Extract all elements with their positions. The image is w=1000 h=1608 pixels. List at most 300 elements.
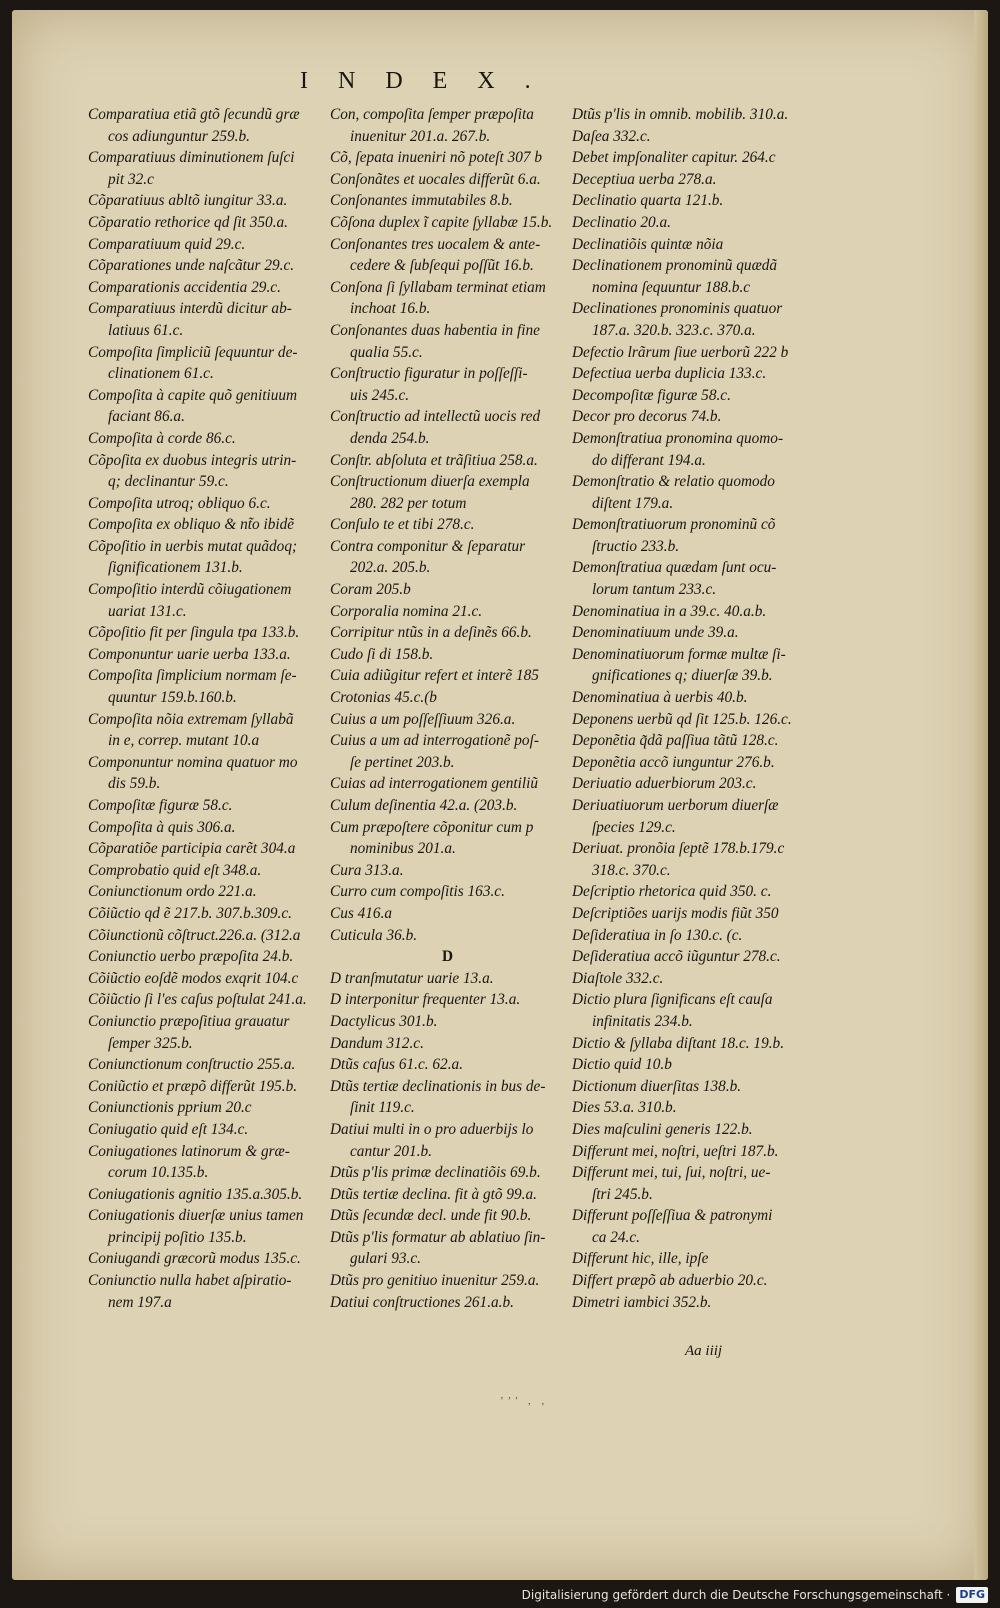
index-entry-line: Conſtructio figuratur in poſſeſſi-: [330, 365, 528, 383]
index-entry: [572, 1141, 807, 1163]
index-entry-line: Compoſitæ figuræ 58.c.: [88, 797, 233, 814]
index-entry: [330, 190, 565, 212]
index-entry: [330, 514, 565, 536]
index-entry: [572, 838, 807, 881]
index-entry: [330, 925, 565, 947]
index-entry-line: Compoſita à capite quõ genitiuum: [88, 386, 298, 404]
index-entry: [572, 557, 807, 600]
index-entry: [330, 471, 565, 514]
index-entry-line: Compoſita utroq; obliquo 6.c.: [88, 494, 271, 512]
index-entry: [330, 773, 565, 795]
index-entry-continuation: ſpecies 129.c.: [592, 818, 676, 836]
index-entry-line: Cuticula 36.b.: [330, 926, 418, 944]
index-entry: [330, 1184, 565, 1206]
index-entry-continuation: ca 24.c.: [592, 1228, 640, 1246]
index-entry: [330, 363, 565, 406]
index-entry-line: Coniunctio uerbo præpoſita 24.b.: [88, 948, 294, 966]
index-entry: [330, 169, 565, 191]
index-entry-line: Cõſona duplex ĩ capite ſyllabæ 15.b.: [330, 213, 553, 231]
index-entry-continuation: ſignificationem 131.b.: [108, 559, 243, 577]
index-entry: [572, 234, 807, 256]
index-entry-continuation: pit 32.c: [108, 170, 154, 188]
index-entry: [88, 1205, 323, 1248]
index-entry-line: Cõpoſita ex duobus integris utrin-: [88, 451, 297, 469]
index-entry-line: Dandum 312.c.: [330, 1034, 424, 1052]
index-entry-continuation: 280. 282 per totum: [350, 494, 467, 512]
index-entry-line: Comparatiua etiã gtõ ſecundũ græ: [88, 106, 300, 123]
index-entry: [572, 126, 807, 148]
index-entry-line: Datiui conſtructiones 261.a.b.: [330, 1293, 514, 1311]
index-entry-line: Cõparationes unde naſcãtur 29.c.: [88, 257, 295, 275]
index-entry: [572, 363, 807, 385]
index-entry-line: Deponẽtia q̃dã paſſiua tãtũ 128.c.: [572, 732, 779, 750]
index-entry-line: Differunt poſſeſſiua & patronymi: [572, 1207, 773, 1225]
index-entry: [330, 730, 565, 773]
index-entry-continuation: nominibus 201.a.: [350, 840, 456, 858]
index-entry-continuation: clinationem 61.c.: [108, 365, 214, 383]
index-entry: [88, 1054, 323, 1076]
index-entry-line: Cõiũctio qd ẽ 217.b. 307.b.309.c.: [88, 904, 292, 922]
index-entry-continuation: ſemper 325.b.: [108, 1034, 193, 1052]
index-entry-line: Coniunctionis pprium 20.c: [88, 1099, 252, 1117]
index-entry: [572, 428, 807, 471]
index-entry: [330, 320, 565, 363]
index-entry: [330, 687, 565, 709]
index-entry: [572, 406, 807, 428]
index-entry-continuation: gulari 93.c.: [350, 1250, 421, 1268]
index-entry-continuation: dis 59.b.: [108, 775, 161, 793]
index-entry: [572, 298, 807, 341]
index-entry-line: Declinatio quarta 121.b.: [572, 192, 724, 210]
index-entry-line: Dies 53.a. 310.b.: [572, 1099, 677, 1117]
index-entry-line: Componuntur uarie uerba 133.a.: [88, 645, 291, 663]
index-entry-line: Dtũs pro genitiuo inuenitur 259.a.: [330, 1272, 540, 1290]
index-entry: [330, 709, 565, 731]
index-entry: [88, 342, 323, 385]
index-entry: [88, 838, 323, 860]
index-entry-line: Declinationem pronominũ quædã: [572, 257, 778, 275]
index-entry: [572, 644, 807, 687]
index-entry-line: Cuius a um ad interrogationẽ poſ-: [330, 732, 539, 750]
index-entry: [88, 536, 323, 579]
index-entry: [572, 169, 807, 191]
index-entry-line: Deponens uerbũ qd ſit 125.b. 126.c.: [572, 710, 792, 728]
index-entry-continuation: nomina ſequuntur 188.b.c: [592, 278, 751, 296]
index-entry: [572, 1119, 807, 1141]
index-entry: [572, 687, 807, 709]
index-entry-line: Deponẽtia accõ iunguntur 276.b.: [572, 753, 775, 771]
index-entry-line: Cõparatiuus abltõ iungitur 33.a.: [88, 192, 288, 210]
index-entry: [88, 104, 323, 147]
index-entry: [88, 212, 323, 234]
index-entry: [572, 1076, 807, 1098]
index-entry-line: Defectiua uerba duplicia 133.c.: [572, 365, 767, 383]
index-entry-continuation: ſtructio 233.b.: [592, 537, 680, 555]
index-entry: [88, 665, 323, 708]
index-entry: [88, 385, 323, 428]
index-entry-line: Componuntur nomina quatuor mo: [88, 753, 298, 771]
index-entry: [572, 795, 807, 838]
index-entry-line: Denominatiuorum formæ multæ ſi-: [572, 645, 786, 663]
index-entry-line: Cuia adiũgitur refert et interẽ 185: [330, 667, 539, 685]
index-entry: [572, 1292, 807, 1314]
index-entry: [88, 968, 323, 990]
index-entry-line: Deſcriptiões uarijs modis fiũt 350: [572, 904, 779, 922]
index-entry: [330, 622, 565, 644]
index-entry: [572, 471, 807, 514]
index-entry: [330, 579, 565, 601]
index-entry-line: Crotonias 45.c.(b: [330, 689, 437, 707]
index-entry-line: Comparationis accidentia 29.c.: [88, 278, 281, 296]
index-entry-line: Deriuatio aduerbiorum 203.c.: [572, 775, 757, 793]
index-entry-line: Dtũs p'lis formatur ab ablatiuo ſin-: [330, 1228, 546, 1246]
index-entry-line: Datiui multi in o pro aduerbijs lo: [330, 1120, 534, 1138]
index-entry: [330, 406, 565, 449]
index-entry-line: Cuias ad interrogationem gentiliũ: [330, 775, 539, 793]
index-entry: [572, 622, 807, 644]
index-entry: [330, 665, 565, 687]
index-entry: [330, 212, 565, 234]
index-entry-continuation: ſtri 245.b.: [592, 1185, 653, 1203]
index-entry-line: Declinatio 20.a.: [572, 213, 671, 231]
index-entry-line: Dtũs p'lis in omnib. mobilib. 310.a.: [572, 106, 789, 123]
index-entry-continuation: gnificationes q; diuerſæ 39.b.: [592, 667, 773, 685]
index-entry: [330, 1054, 565, 1076]
index-entry: [330, 644, 565, 666]
index-entry: [330, 234, 565, 277]
index-entry: [572, 147, 807, 169]
index-entry-line: Cus 416.a: [330, 904, 393, 922]
index-entry: [572, 255, 807, 298]
index-entry: [572, 946, 807, 968]
index-entry: [330, 277, 565, 320]
index-entry-continuation: infinitatis 234.b.: [592, 1012, 693, 1030]
index-entry-line: Coniugationis diuerſæ unius tamen: [88, 1207, 304, 1225]
index-entry-line: Coniunctionum ordo 221.a.: [88, 883, 257, 901]
index-entry-line: Compoſita ſimpliciũ ſequuntur de-: [88, 343, 298, 361]
index-entry: [572, 342, 807, 364]
index-entry: [572, 709, 807, 731]
index-entry: [88, 752, 323, 795]
index-entry-line: Denominatiua à uerbis 40.b.: [572, 689, 748, 707]
index-entry-line: Coniugandi græcorũ modus 135.c.: [88, 1250, 301, 1268]
index-entry: [88, 428, 323, 450]
ink-smudge: ʼʼ' , ,: [500, 1395, 549, 1407]
index-entry: [88, 795, 323, 817]
index-entry: [88, 493, 323, 515]
index-entry: [572, 1097, 807, 1119]
index-entry-continuation: uariat 131.c.: [108, 602, 187, 620]
index-entry-line: Compoſita à quis 306.a.: [88, 818, 236, 836]
index-entry-continuation: denda 254.b.: [350, 429, 430, 447]
index-entry-line: Corporalia nomina 21.c.: [330, 602, 483, 620]
index-entry-line: Deſideratiua in ſo 130.c. (c.: [572, 926, 743, 944]
index-entry: [572, 1270, 807, 1292]
index-entry-line: Differunt mei, tui, ſui, noſtri, ue-: [572, 1164, 771, 1182]
index-entry: [88, 1141, 323, 1184]
index-entry: [88, 298, 323, 341]
dfg-logo: DFG: [956, 1587, 988, 1603]
footer-credit: [522, 1585, 988, 1605]
index-entry: [88, 1076, 323, 1098]
index-entry-line: Compoſita ſimplicium normam ſe-: [88, 667, 297, 685]
index-entry: [330, 989, 565, 1011]
index-entry-line: Con, compoſita ſemper præpoſita: [330, 106, 534, 123]
index-entry: [330, 1162, 565, 1184]
index-entry-line: Daſea 332.c.: [572, 127, 651, 145]
index-entry: [88, 709, 323, 752]
index-entry-line: Comparatiuus interdũ dicitur ab-: [88, 300, 292, 318]
index-entry-line: Curro cum compoſitis 163.c.: [330, 883, 505, 901]
index-entry-line: Dtũs p'lis primæ declinatiõis 69.b.: [330, 1164, 541, 1182]
index-entry: [572, 1054, 807, 1076]
page-header: INDEX.: [300, 68, 561, 94]
index-entry-line: Cum præpoſtere cõponitur cum p: [330, 818, 534, 836]
index-entry-continuation: latiuus 61.c.: [108, 321, 184, 339]
index-entry-continuation: q; declinantur 59.c.: [108, 473, 229, 491]
signature-mark: Aa iiij: [685, 1343, 723, 1359]
index-entry-line: Debet impſonaliter capitur. 264.c: [572, 149, 776, 167]
index-entry-continuation: diſtent 179.a.: [592, 494, 674, 512]
index-entry-line: Coniugationes latinorum & græ-: [88, 1142, 290, 1160]
index-entry: [572, 514, 807, 557]
index-column-1: [88, 104, 323, 1313]
index-entry: [572, 104, 807, 126]
index-entry: [572, 190, 807, 212]
index-entry-line: Declinatiõis quintæ nõia: [572, 235, 724, 253]
index-entry-line: Coniunctionum conſtructio 255.a.: [88, 1056, 296, 1074]
section-letter: D: [441, 948, 454, 966]
index-entry: [88, 190, 323, 212]
index-entry: [88, 234, 323, 256]
index-entry: [88, 1184, 323, 1206]
index-entry: [88, 1119, 323, 1141]
index-entry: [330, 1227, 565, 1270]
index-entry: [572, 601, 807, 623]
index-entry-continuation: corum 10.135.b.: [108, 1164, 209, 1182]
index-entry: [330, 1033, 565, 1055]
index-entry-continuation: do differant 194.a.: [592, 451, 706, 469]
index-entry: [572, 1162, 807, 1205]
index-entry-continuation: 187.a. 320.b. 323.c. 370.a.: [592, 321, 756, 339]
index-entry: [88, 514, 323, 536]
index-entry-line: Differunt hic, ille, ipſe: [572, 1250, 709, 1268]
index-entry-line: Dtũs ſecundæ decl. unde fit 90.b.: [330, 1207, 532, 1225]
index-entry: [88, 903, 323, 925]
index-entry: [572, 752, 807, 774]
index-entry-line: Dictio & ſyllaba diſtant 18.c. 19.b.: [572, 1034, 785, 1052]
index-entry: [572, 1205, 807, 1248]
index-entry-line: Cudo ſi di 158.b.: [330, 645, 434, 663]
index-entry: [88, 579, 323, 622]
index-entry: [88, 946, 323, 968]
index-entry-line: Deſcriptio rhetorica quid 350. c.: [572, 883, 772, 901]
index-entry: [572, 989, 807, 1032]
index-entry: [330, 1119, 565, 1162]
index-entry-line: Conſonantes duas habentia in fine: [330, 321, 540, 339]
index-entry-line: Compoſita nõia extremam ſyllabã: [88, 710, 294, 728]
index-entry-line: Defectio lrãrum ſiue uerborũ 222 b: [572, 343, 789, 361]
index-entry-line: Differunt mei, noſtri, ueſtri 187.b.: [572, 1142, 779, 1160]
index-entry-line: Cõiũctio eoſdẽ modos exqrit 104.c: [88, 969, 299, 987]
index-entry-line: Compoſitio interdũ cõiugationem: [88, 581, 292, 599]
page-edge: [974, 10, 988, 1580]
index-entry-line: Conſtructionum diuerſa exempla: [330, 473, 530, 491]
index-entry: [330, 881, 565, 903]
index-entry-line: Coram 205.b: [330, 581, 411, 599]
index-entry-line: Cõiũctio ſi l'es caſus poſtulat 241.a.: [88, 991, 307, 1009]
index-entry-line: Cuius a um poſſeſſiuum 326.a.: [330, 710, 516, 728]
index-entry-continuation: uis 245.c.: [350, 386, 410, 404]
index-entry-line: Decompoſitæ figuræ 58.c.: [572, 386, 731, 404]
index-entry-line: D interponitur frequenter 13.a.: [330, 991, 521, 1009]
index-entry: [330, 860, 565, 882]
index-entry-line: Dictio plura ſignificans eſt cauſa: [572, 991, 773, 1009]
index-entry-line: Conſulo te et tibi 278.c.: [330, 516, 475, 534]
index-entry-line: Cõpoſitio in uerbis mutat quãdoq;: [88, 537, 298, 555]
index-entry: [88, 817, 323, 839]
index-entry-continuation: in e, correp. mutant 10.a: [108, 732, 260, 750]
index-entry-line: Decor pro decorus 74.b.: [572, 408, 722, 426]
index-entry: [330, 903, 565, 925]
index-entry-line: Corripitur ntũs in a deſinẽs 66.b.: [330, 624, 532, 642]
index-entry-line: Demonſtratiua quædam ſunt ocu-: [572, 559, 777, 577]
index-entry: [572, 773, 807, 795]
index-entry: [330, 1292, 565, 1314]
index-entry: [572, 881, 807, 903]
index-entry-line: Conſonantes immutabiles 8.b.: [330, 192, 513, 210]
index-entry-continuation: ſe pertinet 203.b.: [350, 753, 455, 771]
index-entry-line: Comparatiuum quid 29.c.: [88, 235, 246, 253]
index-entry: [88, 1011, 323, 1054]
index-column-2: [330, 104, 565, 1313]
index-entry: [330, 1076, 565, 1119]
index-entry: [88, 881, 323, 903]
index-entry: [330, 1011, 565, 1033]
index-entry: [330, 450, 565, 472]
index-entry: [330, 536, 565, 579]
index-entry: [88, 255, 323, 277]
index-entry-continuation: cos adiunguntur 259.b.: [108, 127, 250, 145]
index-entry: [88, 644, 323, 666]
index-entry-continuation: qualia 55.c.: [350, 343, 423, 361]
index-entry-line: Dtũs tertiæ declinationis in bus de-: [330, 1077, 546, 1095]
index-entry-continuation: inchoat 16.b.: [350, 300, 431, 318]
index-entry-line: Differt præpõ ab aduerbio 20.c.: [572, 1272, 768, 1290]
index-entry: [330, 601, 565, 623]
index-entry: [572, 212, 807, 234]
index-entry-continuation: nem 197.a: [108, 1293, 172, 1311]
index-entry-line: Deſideratiua accõ iũguntur 278.c.: [572, 948, 781, 966]
index-entry-line: Comparatiuus diminutionem ſuſci: [88, 149, 295, 167]
index-entry: [88, 622, 323, 644]
index-entry-line: Culum deſinentia 42.a. (203.b.: [330, 797, 518, 814]
index-entry-line: Dactylicus 301.b.: [330, 1012, 438, 1030]
index-entry-line: Cura 313.a.: [330, 861, 404, 879]
index-entry-line: Coniugationis agnitio 135.a.305.b.: [88, 1185, 303, 1203]
index-entry-line: Declinationes pronominis quatuor: [572, 300, 783, 318]
index-entry-line: Dictionum diuerſitas 138.b.: [572, 1077, 742, 1095]
index-entry-line: Cõ, ſepata inueniri nõ poteſt 307 b: [330, 149, 543, 167]
index-entry: [88, 147, 323, 190]
index-entry: [88, 925, 323, 947]
footer-text: Digitalisierung gefördert durch die Deutsche Forschungsgemeinschaft ·: [521, 1588, 951, 1602]
index-entry-line: Deceptiua uerba 278.a.: [572, 170, 717, 188]
index-entry-line: D tranſmutatur uarie 13.a.: [330, 969, 494, 987]
index-entry-line: Cõpoſitio fit per ſingula tpa 133.b.: [88, 624, 300, 642]
index-entry-line: Demonſtratio & relatio quomodo: [572, 473, 775, 491]
index-entry-continuation: principij poſitio 135.b.: [108, 1228, 247, 1246]
index-entry-line: Denominatiuum unde 39.a.: [572, 624, 739, 642]
index-entry-line: Cõparatio rethorice qd ſit 350.a.: [88, 213, 288, 231]
index-entry-line: Conſtructio ad intellectũ uocis red: [330, 408, 541, 426]
index-entry-line: Dictio quid 10.b: [572, 1056, 672, 1074]
index-entry: [330, 104, 565, 147]
index-entry-line: Compoſita à corde 86.c.: [88, 429, 236, 447]
index-entry-line: Conſona ſi ſyllabam terminat etiam: [330, 278, 546, 296]
index-entry: [330, 795, 565, 817]
index-entry-line: Cõiunctionũ cõſtruct.226.a. (312.a: [88, 926, 301, 944]
index-entry: [572, 925, 807, 947]
index-entry-line: Coniugatio quid eſt 134.c.: [88, 1120, 249, 1138]
index-entry-line: Coniunctio nulla habet aſpiratio-: [88, 1272, 292, 1290]
index-entry-line: Denominatiua in a 39.c. 40.a.b.: [572, 602, 767, 620]
index-entry: [88, 860, 323, 882]
index-entry-continuation: lorum tantum 233.c.: [592, 581, 717, 599]
index-entry: [572, 968, 807, 990]
index-entry-line: Deriuat. pronõia ſeptẽ 178.b.179.c: [572, 840, 785, 858]
index-entry-line: Comprobatio quid eſt 348.a.: [88, 861, 262, 879]
index-entry-line: Demonſtratiua pronomina quomo-: [572, 429, 784, 447]
index-entry: [330, 817, 565, 860]
index-entry: [330, 1205, 565, 1227]
index-entry: [572, 730, 807, 752]
index-entry-line: Compoſita ex obliquo & nt̃o ibidẽ: [88, 516, 295, 534]
index-entry-continuation: quuntur 159.b.160.b.: [108, 689, 237, 707]
index-entry-line: Coniũctio et præpõ differũt 195.b.: [88, 1077, 298, 1095]
index-entry-continuation: ſinit 119.c.: [350, 1099, 415, 1117]
index-entry: [330, 147, 565, 169]
index-entry-line: Dtũs tertiæ declina. fit à gtõ 99.a.: [330, 1185, 537, 1203]
index-entry-line: Dtũs caſus 61.c. 62.a.: [330, 1056, 463, 1074]
index-entry-continuation: faciant 86.a.: [108, 408, 185, 426]
index-entry: [88, 1248, 323, 1270]
index-entry: [88, 1270, 323, 1313]
index-entry-line: Conſtr. abſoluta et trãſitiua 258.a.: [330, 451, 538, 469]
index-entry: [330, 1270, 565, 1292]
index-entry-line: Deriuatiuorum uerborum diuerſæ: [572, 797, 779, 814]
index-entry-line: Demonſtratiuorum pronominũ cõ: [572, 516, 776, 534]
index-entry-line: Diaſtole 332.c.: [572, 969, 664, 987]
index-entry-continuation: inuenitur 201.a. 267.b.: [350, 127, 491, 145]
index-entry-line: Dimetri iambici 352.b.: [572, 1293, 712, 1311]
index-entry: [572, 385, 807, 407]
index-entry-continuation: cantur 201.b.: [350, 1142, 433, 1160]
index-entry: [572, 1033, 807, 1055]
index-entry: [88, 1097, 323, 1119]
index-entry-continuation: 202.a. 205.b.: [350, 559, 431, 577]
index-entry: [572, 1248, 807, 1270]
index-entry-continuation: cedere & ſubſequi poſſũt 16.b.: [350, 257, 534, 275]
index-entry: [330, 968, 565, 990]
index-entry: [88, 450, 323, 493]
index-entry-line: Conſonãtes et uocales differũt 6.a.: [330, 170, 541, 188]
index-entry: [88, 989, 323, 1011]
index-column-3: [572, 104, 807, 1313]
index-entry-line: Cõparatiõe participia carẽt 304.a: [88, 840, 296, 858]
index-entry-line: Contra componitur & ſeparatur: [330, 537, 526, 555]
index-entry-line: Conſonantes tres uocalem & ante-: [330, 235, 541, 253]
